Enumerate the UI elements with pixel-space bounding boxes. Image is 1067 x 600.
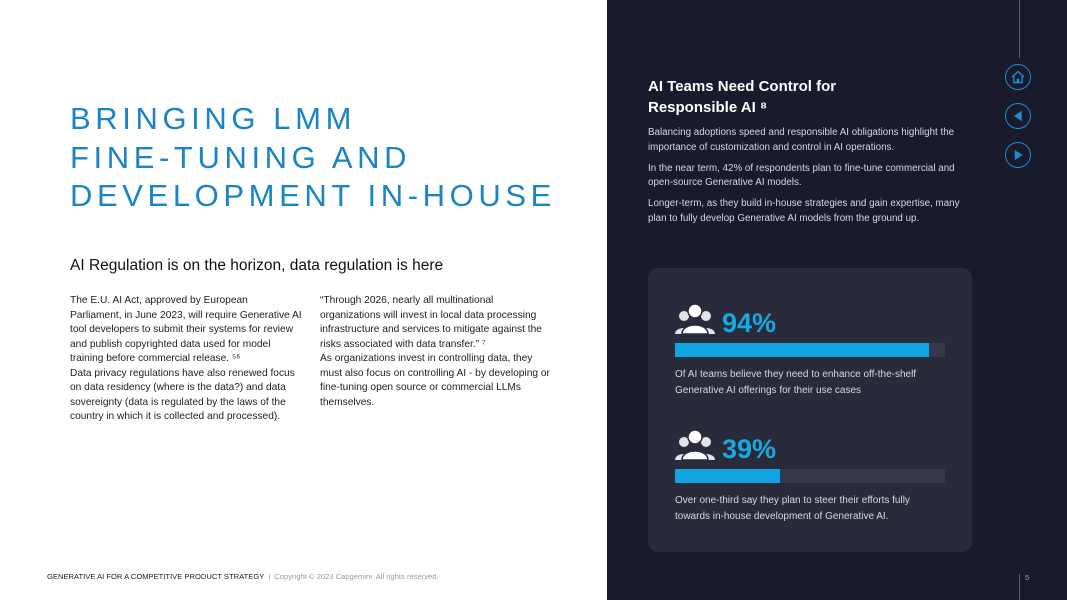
page-title-line: BRINGING LMM — [70, 101, 356, 136]
sidebar-title-line: AI Teams Need Control for — [648, 78, 837, 95]
footer — [47, 572, 439, 581]
divider-line — [1019, 574, 1020, 600]
arrow-right-icon — [1006, 143, 1030, 167]
stat-value: 94% — [722, 308, 777, 338]
body-column-right — [320, 294, 552, 410]
sidebar-body — [648, 126, 968, 233]
divider-line — [1019, 0, 1020, 58]
paragraph: Data privacy regulations have also renewed focus on data residency (where is the data?) and data sovereignty (data is regulated by the laws of the country in which it is collected and processed). — [70, 367, 295, 422]
sidebar-paragraph: Longer-term, as they build in-house strategies and gain expertise, many plan to fully develop Generative AI models from the ground up. — [648, 198, 960, 224]
footer-separator: | — [268, 572, 271, 581]
progress-bar — [675, 469, 945, 483]
footer-title: GENERATIVE AI FOR A COMPETITIVE PRODUCT STRATEGY — [47, 572, 265, 581]
paragraph: As organizations invest in controlling data, they must also focus on controlling AI - by developing or fine-tuning open source or commercial LLMs themselves. — [320, 353, 550, 408]
people-group-icon — [675, 302, 715, 334]
previous-page-button[interactable] — [1005, 103, 1031, 129]
paragraph: “Through 2026, nearly all multinational organizations will invest in local data processing infrastructure and services to mitigate against the risks associated with data transfer.” ⁷ — [320, 295, 542, 350]
progress-bar — [675, 343, 945, 357]
arrow-left-icon — [1006, 104, 1030, 128]
page-title-line: DEVELOPMENT IN-HOUSE — [70, 178, 556, 213]
paragraph: The E.U. AI Act, approved by European Parliament, in June 2023, will require Generative AI tool developers to submit their systems for review and publish copyrighted data used for model training before commercial release. ⁵⁶ — [70, 295, 302, 364]
sidebar-paragraph: In the near term, 42% of respondents plan to fine-tune commercial and open-source Generative AI models. — [648, 162, 955, 188]
stat-value: 39% — [722, 434, 777, 464]
sidebar-title-line: Responsible AI ⁸ — [648, 99, 768, 116]
stat-description: Of AI teams believe they need to enhance off-the-shelf Generative AI offerings for their use cases — [675, 369, 917, 396]
sidebar-paragraph: Balancing adoptions speed and responsible AI obligations highlight the importance of customization and control in AI operations. — [648, 127, 955, 153]
page-title — [70, 100, 590, 216]
page-number: 5 — [1025, 573, 1030, 582]
page-title-line: FINE-TUNING AND — [70, 139, 412, 175]
sidebar-title — [648, 76, 958, 118]
next-page-button[interactable] — [1005, 142, 1031, 168]
home-button[interactable] — [1005, 64, 1031, 90]
home-icon — [1006, 65, 1030, 89]
body-column-left — [70, 294, 302, 425]
stat-description: Over one-third say they plan to steer their efforts fully towards in-house development of Generative AI. — [675, 495, 910, 522]
section-subheading: AI Regulation is on the horizon, data regulation is here — [70, 257, 444, 274]
people-group-icon — [675, 428, 715, 460]
progress-bar-fill — [675, 469, 780, 483]
footer-copyright: Copyright © 2023 Capgemini. All rights reserved. — [274, 572, 439, 581]
progress-bar-fill — [675, 343, 929, 357]
